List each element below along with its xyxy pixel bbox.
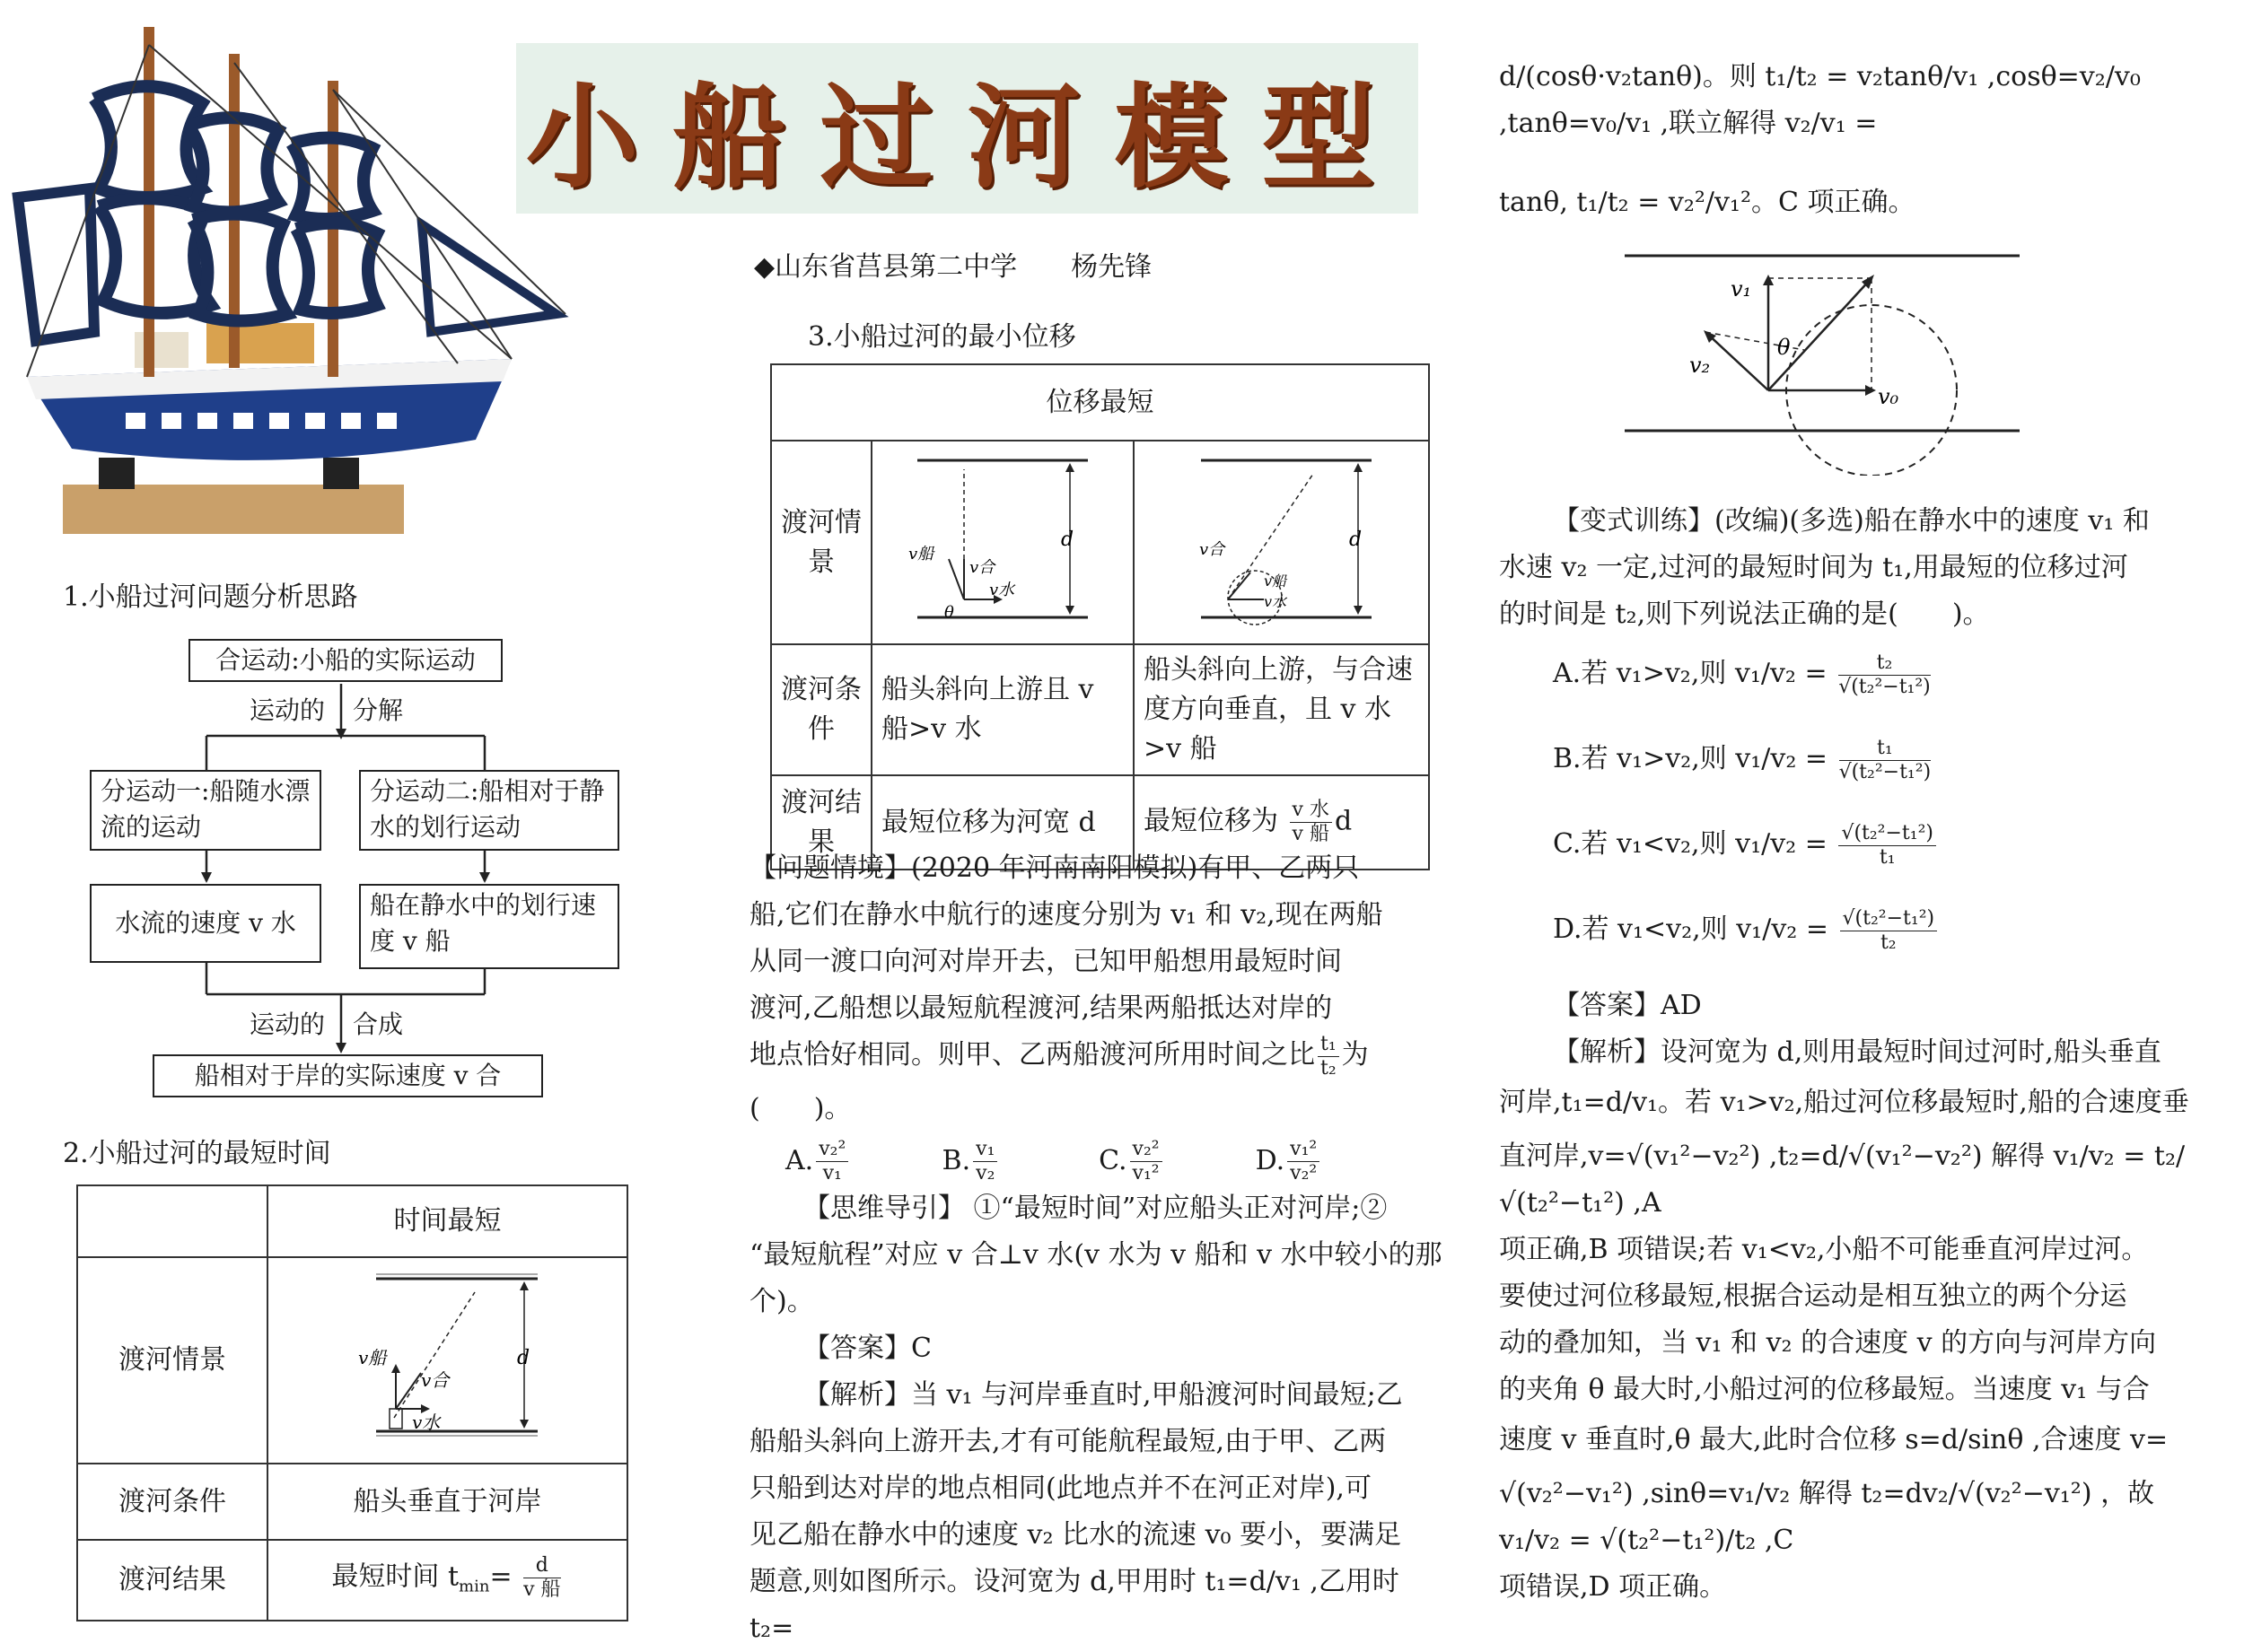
flow-speed1-box: 水流的速度 v 水: [90, 884, 321, 963]
col3-analysis-line: 动的叠加知，当 v₁ 和 v₂ 的合速度 v 的方向与河岸方向: [1499, 1327, 2157, 1359]
fig-v0-label: v₀: [1878, 384, 1899, 409]
option-b[interactable]: B. $\frac{\text{v₁}}{\text{v₂}}$: [942, 1138, 1091, 1186]
fig3b-vshui-label: v水: [1263, 593, 1286, 610]
ratio-fraction: $\frac{\text{t₁}}{\text{t₂}}$: [1318, 1033, 1339, 1080]
problem-answer: 【答案】C: [803, 1333, 932, 1364]
problem-options: [749, 1138, 1445, 1186]
col3-analysis-line: 【解析】设河宽为 d,则用最短时间过河时,船头垂直: [1553, 1036, 2161, 1068]
choice-d[interactable]: D.若 v₁<v₂,则 v₁/v₂ = $\frac{\text{√(t₂²−t₁²)}}{\text{t₂}}$: [1553, 906, 2181, 992]
fig2-vhe-label: v合: [420, 1368, 449, 1391]
flow-decompose-word: 分解: [353, 695, 404, 725]
fig3b-d-label: d: [1348, 529, 1362, 551]
problem-line-ratio: 地点恰好相同。则甲、乙两船渡河所用时间之比 $\frac{\text{t₁}}{\text{t₂}}$ 为: [749, 1032, 1369, 1079]
table3-row2-a: 船头斜向上游且 v 船>v 水: [872, 644, 1134, 775]
guide-line: “最短航程”对应 v 合⊥v 水(v 水为 v 船和 v 水中较小的那个)。: [749, 1239, 1442, 1317]
fig2-d-label: d: [516, 1346, 530, 1369]
table3-row3-b: 最短位移为: [1144, 805, 1278, 837]
flow-decompose-label: 运动的: [250, 695, 326, 725]
velocity-diagram: [1616, 242, 2064, 476]
flow-sub2-box: 分运动二:船相对于静水的划行运动: [359, 770, 619, 851]
analysis-line: 题意,则如图所示。设河宽为 d,甲用时 t₁=d/v₁ ,乙用时 t₂=: [749, 1566, 1399, 1644]
choice-b[interactable]: B.若 v₁>v₂,则 v₁/v₂ = $\frac{\text{t₁}}{\text{√(t₂²−t₁²)}}$: [1553, 736, 1932, 783]
table3-row3-fraction: $\frac{\text{v 水}}{\text{v 船}}$: [1290, 799, 1332, 846]
col3-top: [1499, 54, 2208, 226]
flow-compose-label: 运动的: [250, 1010, 326, 1039]
fig3b-vhe-label: v合: [1198, 540, 1224, 559]
table3-row3-b-tail: d: [1334, 805, 1353, 837]
variant-block: [1499, 498, 2208, 638]
title-banner: [516, 43, 1418, 214]
table2-row3-fraction: $\frac{d}{\text{v 船}}$: [523, 1553, 561, 1601]
min-displacement-figure-b: [1174, 447, 1389, 626]
section1-heading: 1.小船过河问题分析思路: [63, 581, 358, 613]
page-title: 小船过河模型: [525, 71, 1409, 204]
problem-block: [749, 845, 1445, 1652]
col3-analysis-line: 的夹角 θ 最大时,小船过河的位移最短。当速度 v₁ 与合: [1499, 1374, 2150, 1405]
fig3a-vshui-label: v水: [989, 581, 1015, 599]
variant-line: 的时间是 t₂,则下列说法正确的是( )。: [1499, 599, 1990, 630]
option-c[interactable]: C. $\frac{\text{v₂²}}{\text{v₁²}}$: [1099, 1138, 1247, 1186]
fig2-vshui-label: v水: [411, 1411, 440, 1433]
problem-line: 渡河,乙船想以最短航程渡河,结果两船抵达对岸的: [749, 992, 1333, 1024]
col3-analysis-line: 项正确,B 项错误;若 v₁<v₂,小船不可能垂直河岸过河。: [1499, 1234, 2149, 1265]
option-a[interactable]: A. $\frac{\text{v₂²}}{\text{v₁}}$: [785, 1138, 934, 1186]
variant-line: 水速 v₂ 一定,过河的最短时间为 t₁,用最短的位移过河: [1499, 552, 2128, 583]
fig3a-vboat-label: v船: [908, 545, 934, 564]
problem-line: 从同一渡口向河对岸开去，已知甲船想用最短时间: [749, 946, 1342, 977]
table2-row3-sub: min: [459, 1577, 490, 1596]
table3-row2-b: 船头斜向上游，与合速度方向垂直，且 v 水>v 船: [1134, 644, 1429, 775]
table2-row3-label: 渡河结果: [77, 1540, 267, 1621]
col3-answer: 【答案】AD: [1553, 990, 1702, 1021]
choices-block: [1553, 651, 2181, 992]
problem-line: 【问题情境】(2020 年河南南阳模拟)有甲、乙两只: [749, 852, 1360, 884]
fig-v1-label: v₁: [1731, 276, 1752, 302]
author-line: ◆山东省莒县第二中学 杨先锋: [754, 251, 1153, 283]
table3-row2-label: 渡河条件: [771, 644, 872, 775]
variant-line: 【变式训练】(改编)(多选)船在静水中的速度 v₁ 和: [1553, 505, 2150, 537]
table3-row1-label: 渡河情景: [771, 441, 872, 644]
section3-heading: 3.小船过河的最小位移: [808, 321, 1076, 353]
ship-illustration: [9, 18, 592, 556]
fig2-vboat-label: v船: [357, 1346, 386, 1368]
col3-top-line: d/(cosθ·v₂tanθ)。则 t₁/t₂ = v₂tanθ/v₁ ,cosθ=v₂/v₀ ,tanθ=v₀/v₁ ,联立解得 v₂/v₁ =: [1499, 61, 2141, 139]
shortest-displacement-table: [770, 363, 1430, 870]
col3-analysis-line: √(v₂²−v₁²) ,sinθ=v₁/v₂ 解得 t₂=dv₂/√(v₂²−v₁²) ，故 v₁/v₂ = √(t₂²−t₁²)/t₂ ,C: [1499, 1478, 2155, 1556]
fig3b-vboat-label: v船: [1263, 573, 1286, 590]
fig-theta-label: θ: [1777, 335, 1791, 360]
table2-scene-cell: [267, 1257, 627, 1464]
analysis-line: 见乙船在静水中的速度 v₂ 比水的流速 v₀ 要小，要满足: [749, 1519, 1402, 1551]
col3-top-line: tanθ, t₁/t₂ = v₂²/v₁²。C 项正确。: [1499, 187, 1915, 218]
table2-row2-value: 船头垂直于河岸: [267, 1464, 627, 1540]
fig3a-theta-label: θ: [944, 603, 954, 622]
flow-top-box: 合运动:小船的实际运动: [188, 639, 503, 682]
choice-a[interactable]: A.若 v₁>v₂,则 v₁/v₂ = $\frac{\text{t₂}}{\text{√(t₂²−t₁²)}}$: [1553, 651, 1931, 698]
choice-c[interactable]: C.若 v₁<v₂,则 v₁/v₂ = $\frac{\text{√(t₂²−t₁²)}}{\text{t₁}}$: [1553, 821, 2181, 906]
table2-row2-label: 渡河条件: [77, 1464, 267, 1540]
shortest-time-table: [76, 1184, 628, 1621]
guide-line: 【思维导引】 ①“最短时间”对应船头正对河岸;②: [803, 1193, 1388, 1224]
min-displacement-figure-a: [899, 447, 1106, 626]
table2-row1-label: 渡河情景: [77, 1257, 267, 1464]
analysis-line: 船船头斜向上游开去,才有可能航程最短,由于甲、乙两: [749, 1426, 1387, 1457]
analysis-line: 只船到达对岸的地点相同(此地点并不在河正对岸),可: [749, 1473, 1372, 1504]
col3-analysis-line: 速度 v 垂直时,θ 最大,此时合位移 s=d/sinθ ,合速度 v=: [1499, 1424, 2169, 1455]
col3-analysis-line: 直河岸,v=√(v₁²−v₂²) ,t₂=d/√(v₁²−v₂²) 解得 v₁/v₂ = t₂/√(t₂²−t₁²) ,A: [1499, 1141, 2186, 1219]
shortest-time-figure: [349, 1265, 547, 1445]
fig-v2-label: v₂: [1689, 353, 1711, 378]
flow-speed2-box: 船在静水中的划行速度 v 船: [359, 884, 619, 969]
flow-compose-word: 合成: [353, 1010, 404, 1039]
table3-scene-b: [1134, 441, 1429, 644]
table3-row3-label: 渡河结果: [771, 775, 872, 870]
fig3a-d-label: d: [1061, 529, 1074, 551]
col3-analysis-line: 项错误,D 项正确。: [1499, 1571, 1727, 1603]
section2-heading: 2.小船过河的最短时间: [63, 1138, 331, 1169]
problem-bracket: ( )。: [749, 1092, 852, 1124]
col3-analysis-block: [1499, 983, 2213, 1611]
option-d[interactable]: D. $\frac{\text{v₁²}}{\text{v₂²}}$: [1256, 1138, 1404, 1186]
col3-analysis-line: 要使过河位移最短,根据合运动是相互独立的两个分运: [1499, 1281, 2127, 1312]
flow-bottom-box: 船相对于岸的实际速度 v 合: [153, 1054, 543, 1097]
flow-sub1-box: 分运动一:船随水漂流的运动: [90, 770, 321, 851]
table3-scene-a: [872, 441, 1134, 644]
fig3a-vhe-label: v合: [969, 558, 995, 577]
table2-header: 时间最短: [267, 1185, 627, 1257]
problem-line: 船,它们在静水中航行的速度分别为 v₁ 和 v₂,现在两船: [749, 899, 1383, 931]
table3-header: 位移最短: [771, 364, 1429, 441]
table2-row3-value-cell: 最短时间 $t_{min}=$ $\frac{d}{\text{v 船}}$: [267, 1540, 627, 1621]
table2-row3-value: 最短时间 t: [331, 1560, 460, 1593]
analysis-line: 【解析】当 v₁ 与河岸垂直时,甲船渡河时间最短;乙: [803, 1379, 1403, 1411]
col3-analysis-line: 河岸,t₁=d/v₁。若 v₁>v₂,船过河位移最短时,船的合速度垂: [1499, 1087, 2189, 1118]
table3-row3-a: 最短位移为河宽 d: [872, 775, 1134, 870]
